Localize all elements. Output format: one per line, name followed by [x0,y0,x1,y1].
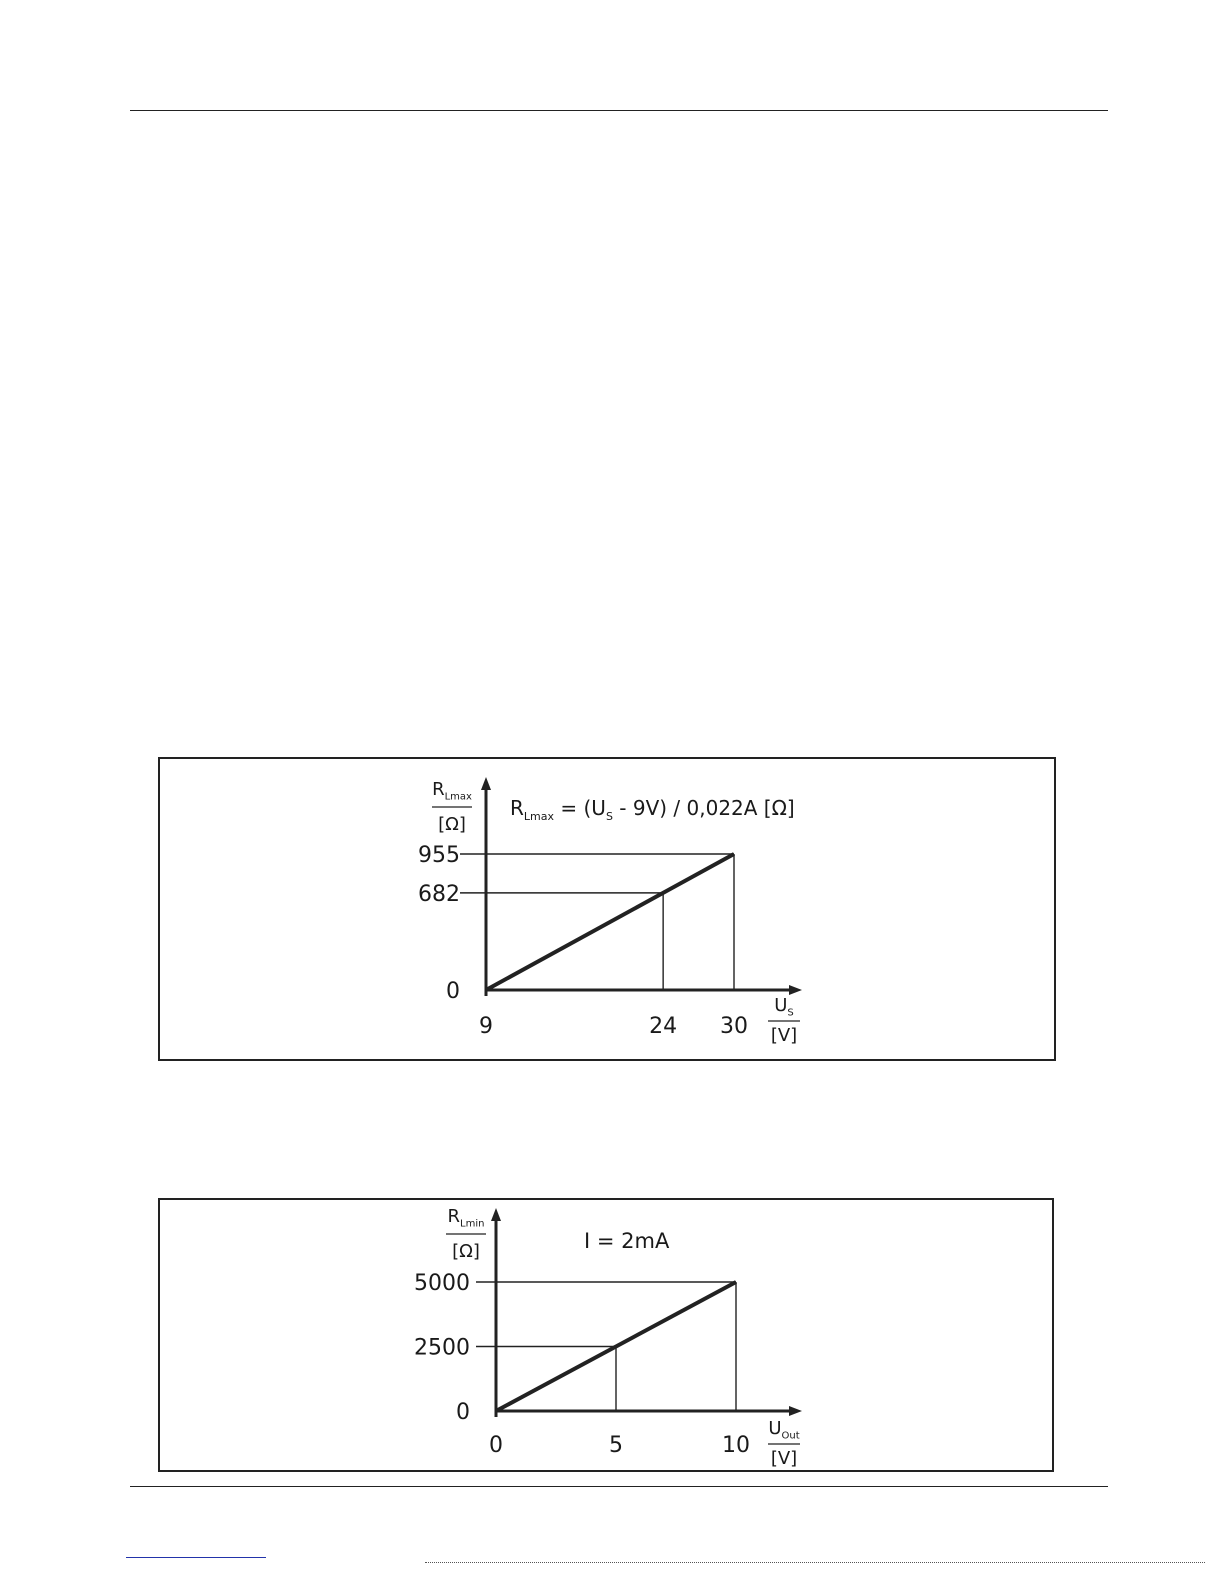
y-axis-arrow-icon [481,777,491,790]
chart-rlmax [160,759,1054,1059]
x-axis-arrow-icon [789,985,802,995]
y-tick-label: 2500 [414,1335,470,1361]
y-axis-unit: [Ω] [438,814,466,835]
x-tick-label: 10 [722,1433,750,1458]
y-tick-label: 955 [418,843,460,868]
y-axis-unit: [Ω] [452,1241,480,1262]
formula-text: I = 2mA [584,1229,670,1253]
x-tick-label: 30 [720,1014,748,1039]
footer-dotted-line [425,1562,1205,1563]
header-rule [130,110,1108,111]
chart-rlmin-frame [158,1198,1054,1472]
x-tick-label: 24 [649,1014,678,1039]
x-axis-label: $U_S$ [774,995,794,1019]
x-axis-unit: [V] [770,1025,798,1046]
y-tick-label: 682 [418,881,460,907]
series-line [486,854,734,990]
footer-rule [130,1486,1108,1487]
y-axis-label: $R_{Lmin}$ [447,1206,485,1230]
x-axis-arrow-icon [789,1406,802,1416]
x-tick-label: 9 [479,1014,493,1039]
y-tick-label: 0 [456,1400,470,1425]
footer-link-underline [126,1557,266,1558]
x-axis-label: $U_{Out}$ [768,1418,800,1442]
x-tick-label: 5 [609,1433,623,1458]
y-tick-label: 5000 [414,1271,470,1296]
y-tick-label: 0 [446,979,460,1004]
chart-rlmax-frame [158,757,1056,1061]
y-axis-arrow-icon [491,1208,501,1221]
formula-text: $R_{Lmax} = (U_S - 9V) / 0,022A$ [Ω] [510,796,795,823]
chart-rlmin [160,1200,1052,1470]
y-axis-label: $R_{Lmax}$ [432,779,472,803]
x-axis-unit: [V] [770,1448,798,1469]
x-tick-label: 0 [489,1433,503,1458]
